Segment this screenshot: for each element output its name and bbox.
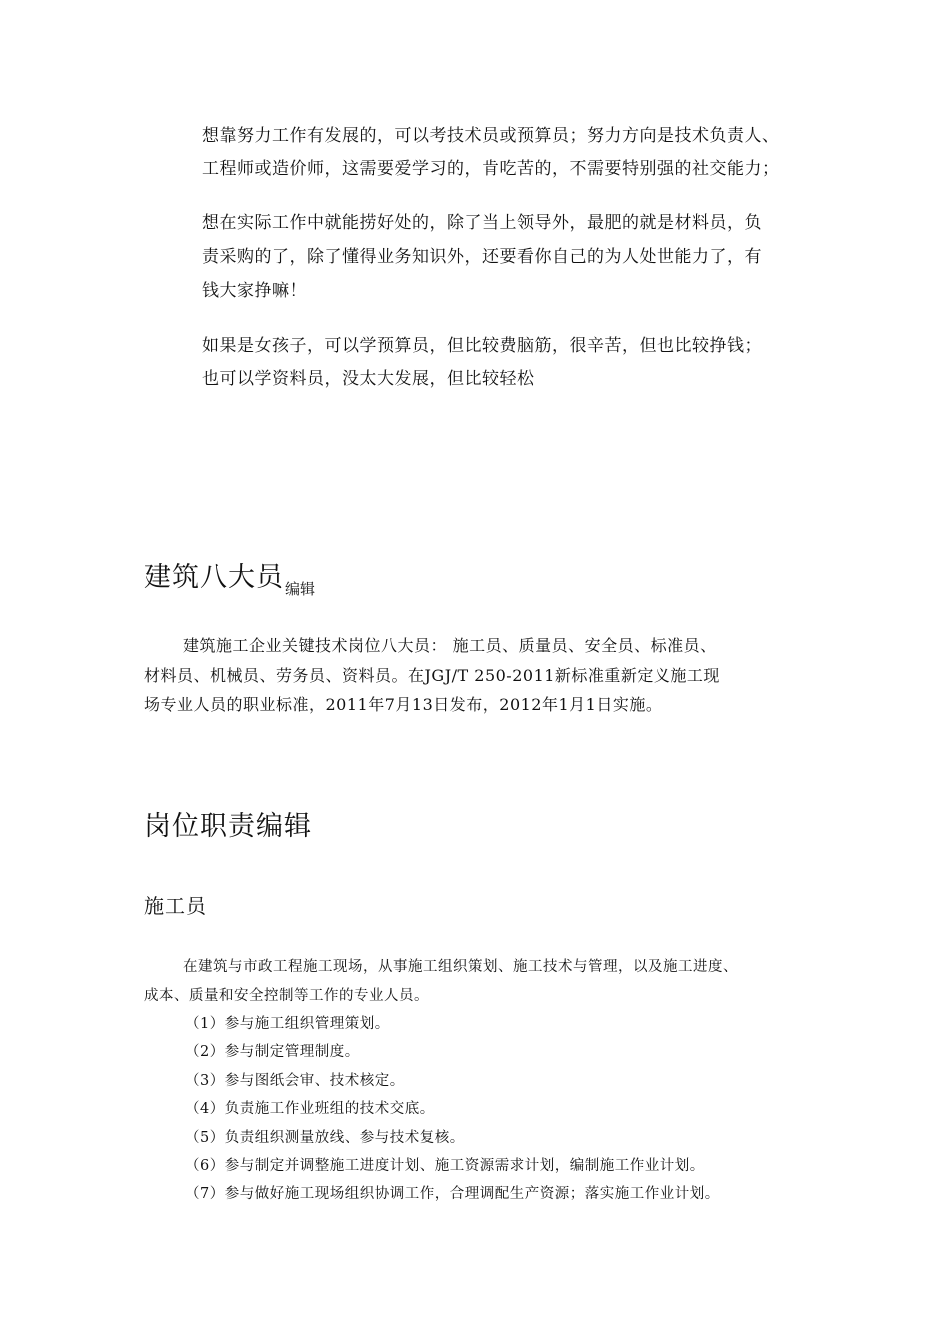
intro-line: 如果是女孩子，可以学预算员，但比较费脑筋，很辛苦，但也比较挣钱； <box>202 336 762 356</box>
intro-line: 钱大家挣嘛！ <box>202 281 307 301</box>
section-heading-eight-roles <box>144 562 315 598</box>
intro-line: 想在实际工作中就能捞好处的，除了当上领导外，最肥的就是材料员，负 <box>202 213 762 233</box>
duty-list-item: （6）参与制定并调整施工进度计划、施工资源需求计划，编制施工作业计划。 <box>185 1158 705 1174</box>
section-title: 建筑八大员 <box>144 562 284 593</box>
section-heading-duties: 岗位职责编辑 <box>144 811 312 842</box>
duty-list-item: （4）负责施工作业班组的技术交底。 <box>185 1101 435 1117</box>
duty-list-item: （7）参与做好施工现场组织协调工作，合理调配生产资源；落实施工作业计划。 <box>185 1186 720 1202</box>
paragraph-line: 场专业人员的职业标准，2011年7月13日发布，2012年1月1日实施。 <box>144 695 663 714</box>
intro-line: 也可以学资料员，没太大发展，但比较轻松 <box>202 369 535 389</box>
duty-list-item: （1）参与施工组织管理策划。 <box>185 1016 390 1032</box>
intro-line: 责采购的了，除了懂得业务知识外，还要看你自己的为人处世能力了，有 <box>202 247 762 267</box>
subsection-heading: 施工员 <box>144 894 207 918</box>
edit-link[interactable]: 编辑 <box>285 580 316 598</box>
paragraph-line: 材料员、机械员、劳务员、资料员。在JGJ/T 250-2011新标准重新定义施工现 <box>144 666 720 685</box>
duty-list-item: （3）参与图纸会审、技术核定。 <box>185 1073 405 1089</box>
duty-list-item: （2）参与制定管理制度。 <box>185 1044 360 1060</box>
paragraph-line: 建筑施工企业关键技术岗位八大员： 施工员、质量员、安全员、标准员、 <box>183 636 717 655</box>
definition-line: 成本、质量和安全控制等工作的专业人员。 <box>144 988 429 1004</box>
intro-line: 想靠努力工作有发展的，可以考技术员或预算员；努力方向是技术负责人、 <box>202 126 780 146</box>
intro-line: 工程师或造价师，这需要爱学习的，肯吃苦的，不需要特别强的社交能力； <box>202 159 780 179</box>
duty-list-item: （5）负责组织测量放线、参与技术复核。 <box>185 1130 465 1146</box>
definition-line: 在建筑与市政工程施工现场，从事施工组织策划、施工技术与管理，以及施工进度、 <box>183 959 738 975</box>
